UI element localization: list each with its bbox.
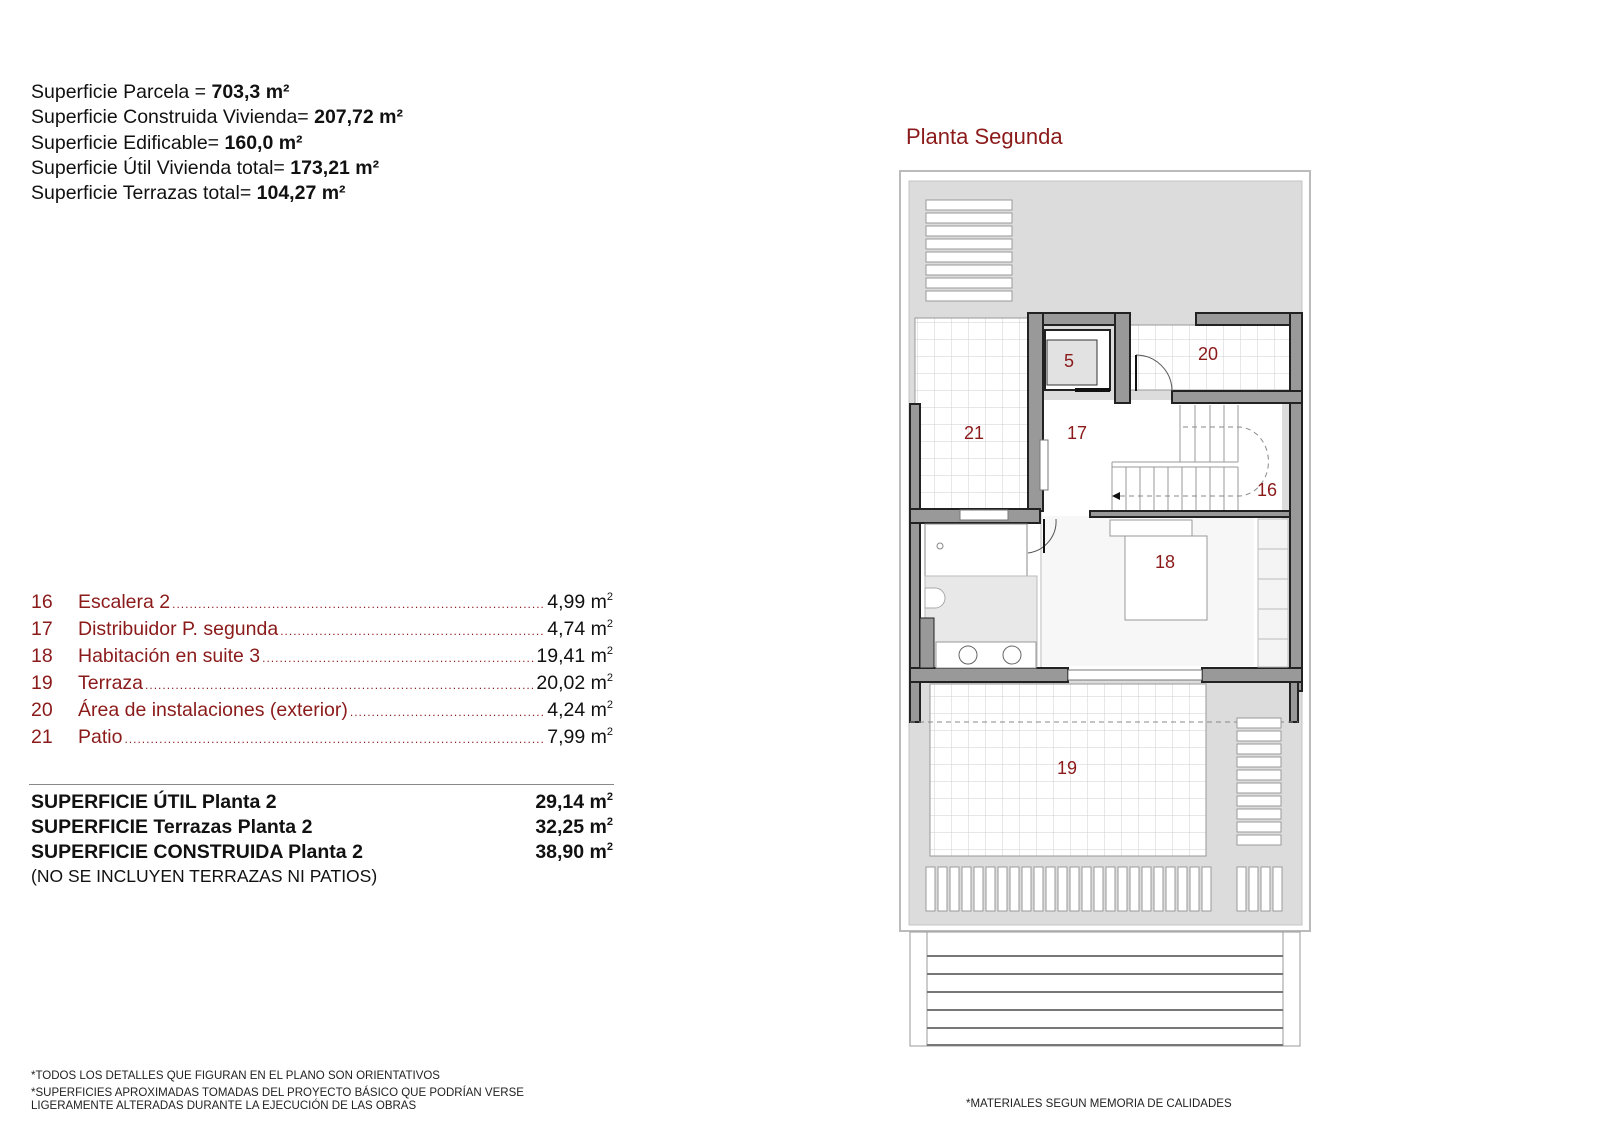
room-row-20: 20 Área de instalaciones (exterior) ..... 4,24 $m^2$ [31,698,613,725]
total-terrazas: SUPERFICIE Terrazas Planta 2 32,25 $m^2$ [31,816,613,838]
bed-icon [1125,536,1207,620]
footnote-materials: *MATERIALES SEGUN MEMORIA DE CALIDADES [966,1098,1232,1110]
label-room-16: 16 [1257,480,1278,500]
summary-util: Superficie Útil Vivienda total= 173,21 m² [31,156,380,179]
summary-construida: Superficie Construida Vivienda= 207,72 m² [31,106,404,129]
label-room-21: 21 [964,423,985,443]
window-distributor [1040,440,1048,490]
room-21-patio [915,318,1028,511]
label-room-17: 17 [1067,423,1088,443]
footnote-orientative: *TODOS LOS DETALLES QUE FIGURAN EN EL PLANO SON ORIENTATIVOS [31,1070,440,1082]
label-room-19: 19 [1057,758,1078,778]
room-row-21: 21 Patio ..... 7,99 $m^2$ [31,725,613,752]
totals-note: (NO SE INCLUYEN TERRAZAS NI PATIOS) [31,866,378,886]
wardrobe-icon [1258,519,1288,667]
room-row-18: 18 Habitación en suite 3 ..... 19,41 $m^2$ [31,644,613,671]
summary-parcela: Superficie Parcela = 703,3 m² [31,81,290,103]
toilet-icon [925,588,945,608]
footnote-surfaces-2: LIGERAMENTE ALTERADAS DURANTE LA EJECUCIÓN DE LAS OBRAS [31,1100,417,1112]
footnote-surfaces-1: *SUPERFICIES APROXIMADAS TOMADAS DEL PROYECTO BÁSICO QUE PODRÍAN VERSE [31,1087,524,1099]
window-terrace [1068,670,1202,680]
label-room-5: 5 [1064,351,1075,371]
pergola-icon [910,932,1300,1046]
shower-icon [925,524,1027,576]
total-util: SUPERFICIE ÚTIL Planta 2 29,14 $m^2$ [31,791,613,813]
bed-headboard [1110,520,1192,536]
summary-terrazas: Superficie Terrazas total= 104,27 m² [31,182,346,205]
room-row-16: 16 Escalera 2 ..... 4,99 $m^2$ [31,590,613,617]
window-patio [960,510,1008,520]
summary-edificable: Superficie Edificable= 160,0 m² [31,131,303,154]
plan-title: Planta Segunda [906,124,1063,149]
label-room-20: 20 [1198,344,1219,364]
room-row-19: 19 Terraza ..... 20,02 $m^2$ [31,671,613,698]
room-row-17: 17 Distribuidor P. segunda ..... 4,74 $m^2$ [31,617,613,644]
total-construida: SUPERFICIE CONSTRUIDA Planta 2 38,90 $m^2$ [31,841,613,863]
label-room-18: 18 [1155,552,1176,572]
